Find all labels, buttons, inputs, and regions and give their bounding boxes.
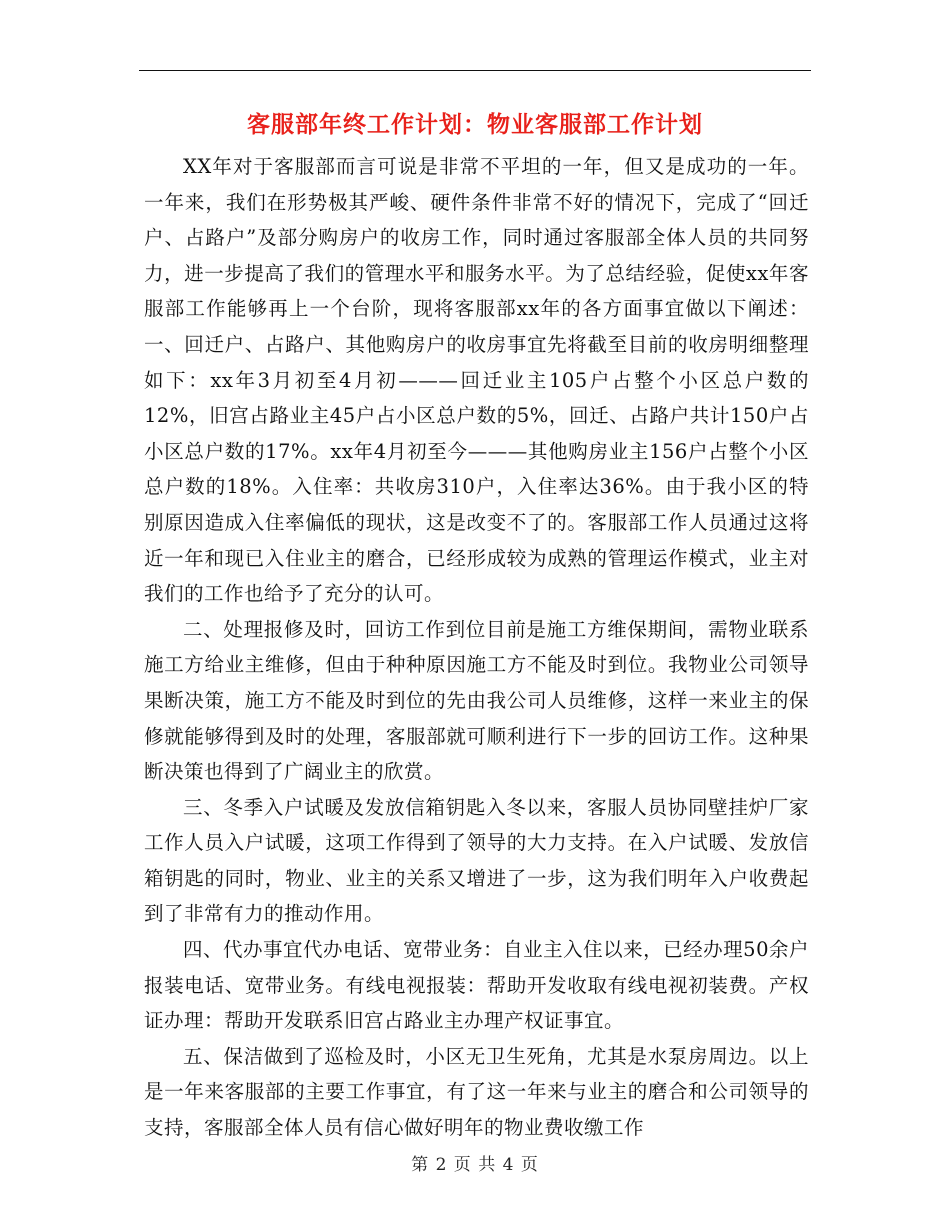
- paragraph-2: 二、处理报修及时，回访工作到位目前是施工方维保期间，需物业联系施工方给业主维修，但由于种种原因施工方不能及时到位。我物业公司领导果断决策，施工方不能及时到位的先由我公司人员维修，这样一来业主的保修就能够得到及时的处理，客服部就可顺利进行下一步的回访工作。这种果断决策也得到了广阔业主的欣赏。: [144, 617, 809, 784]
- header-rule: [139, 70, 811, 71]
- paragraph-1: XX年对于客服部而言可说是非常不平坦的一年，但又是成功的一年。一年来，我们在形势极其严峻、硬件条件非常不好的情况下，完成了“回迁户、占路户”及部分购房户的收房工作，同时通过客服部全体人员的共同努力，进一步提高了我们的管理水平和服务水平。为了总结经验，促使xx年客服部工作能够再上一个台阶，现将客服部xx年的各方面事宜做以下阐述：一、回迁户、占路户、其他购房户的收房事宜先将截至目前的收房明细整理如下：xx年3月初至4月初———回迁业主105户占整个小区总户数的12%，旧宫占路业主45户占小区总户数的5%，回迁、占路户共计150户占小区总户数的17%。xx年4月初至今———其他购房业主156户占整个小区总户数的18%。入住率：共收房310户，入住率达36%。由于我小区的特别原因造成入住率偏低的现状，这是改变不了的。客服部工作人员通过这将近一年和现已入住业主的磨合，已经形成较为成熟的管理运作模式，业主对我们的工作也给予了充分的认可。: [144, 155, 809, 606]
- page-number: 第 2 页 共 4 页: [411, 1155, 539, 1175]
- paragraph-4: 四、代办事宜代办电话、宽带业务：自业主入住以来，已经办理50余户报装电话、宽带业务。有线电视报装：帮助开发收取有线电视初装费。产权证办理：帮助开发联系旧宫占路业主办理产权证事宜。: [144, 938, 809, 1033]
- paragraph-3: 三、冬季入户试暖及发放信箱钥匙入冬以来，客服人员协同壁挂炉厂家工作人员入户试暖，这项工作得到了领导的大力支持。在入户试暖、发放信箱钥匙的同时，物业、业主的关系又增进了一步，这为我们明年入户收费起到了非常有力的推动作用。: [144, 795, 809, 926]
- paragraph-5: 五、保洁做到了巡检及时，小区无卫生死角，尤其是水泵房周边。以上是一年来客服部的主要工作事宜，有了这一年来与业主的磨合和公司领导的支持，客服部全体人员有信心做好明年的物业费收缴工作: [144, 1044, 809, 1140]
- document-body: [144, 149, 809, 1146]
- document-title: 客服部年终工作计划：物业客服部工作计划: [247, 111, 703, 138]
